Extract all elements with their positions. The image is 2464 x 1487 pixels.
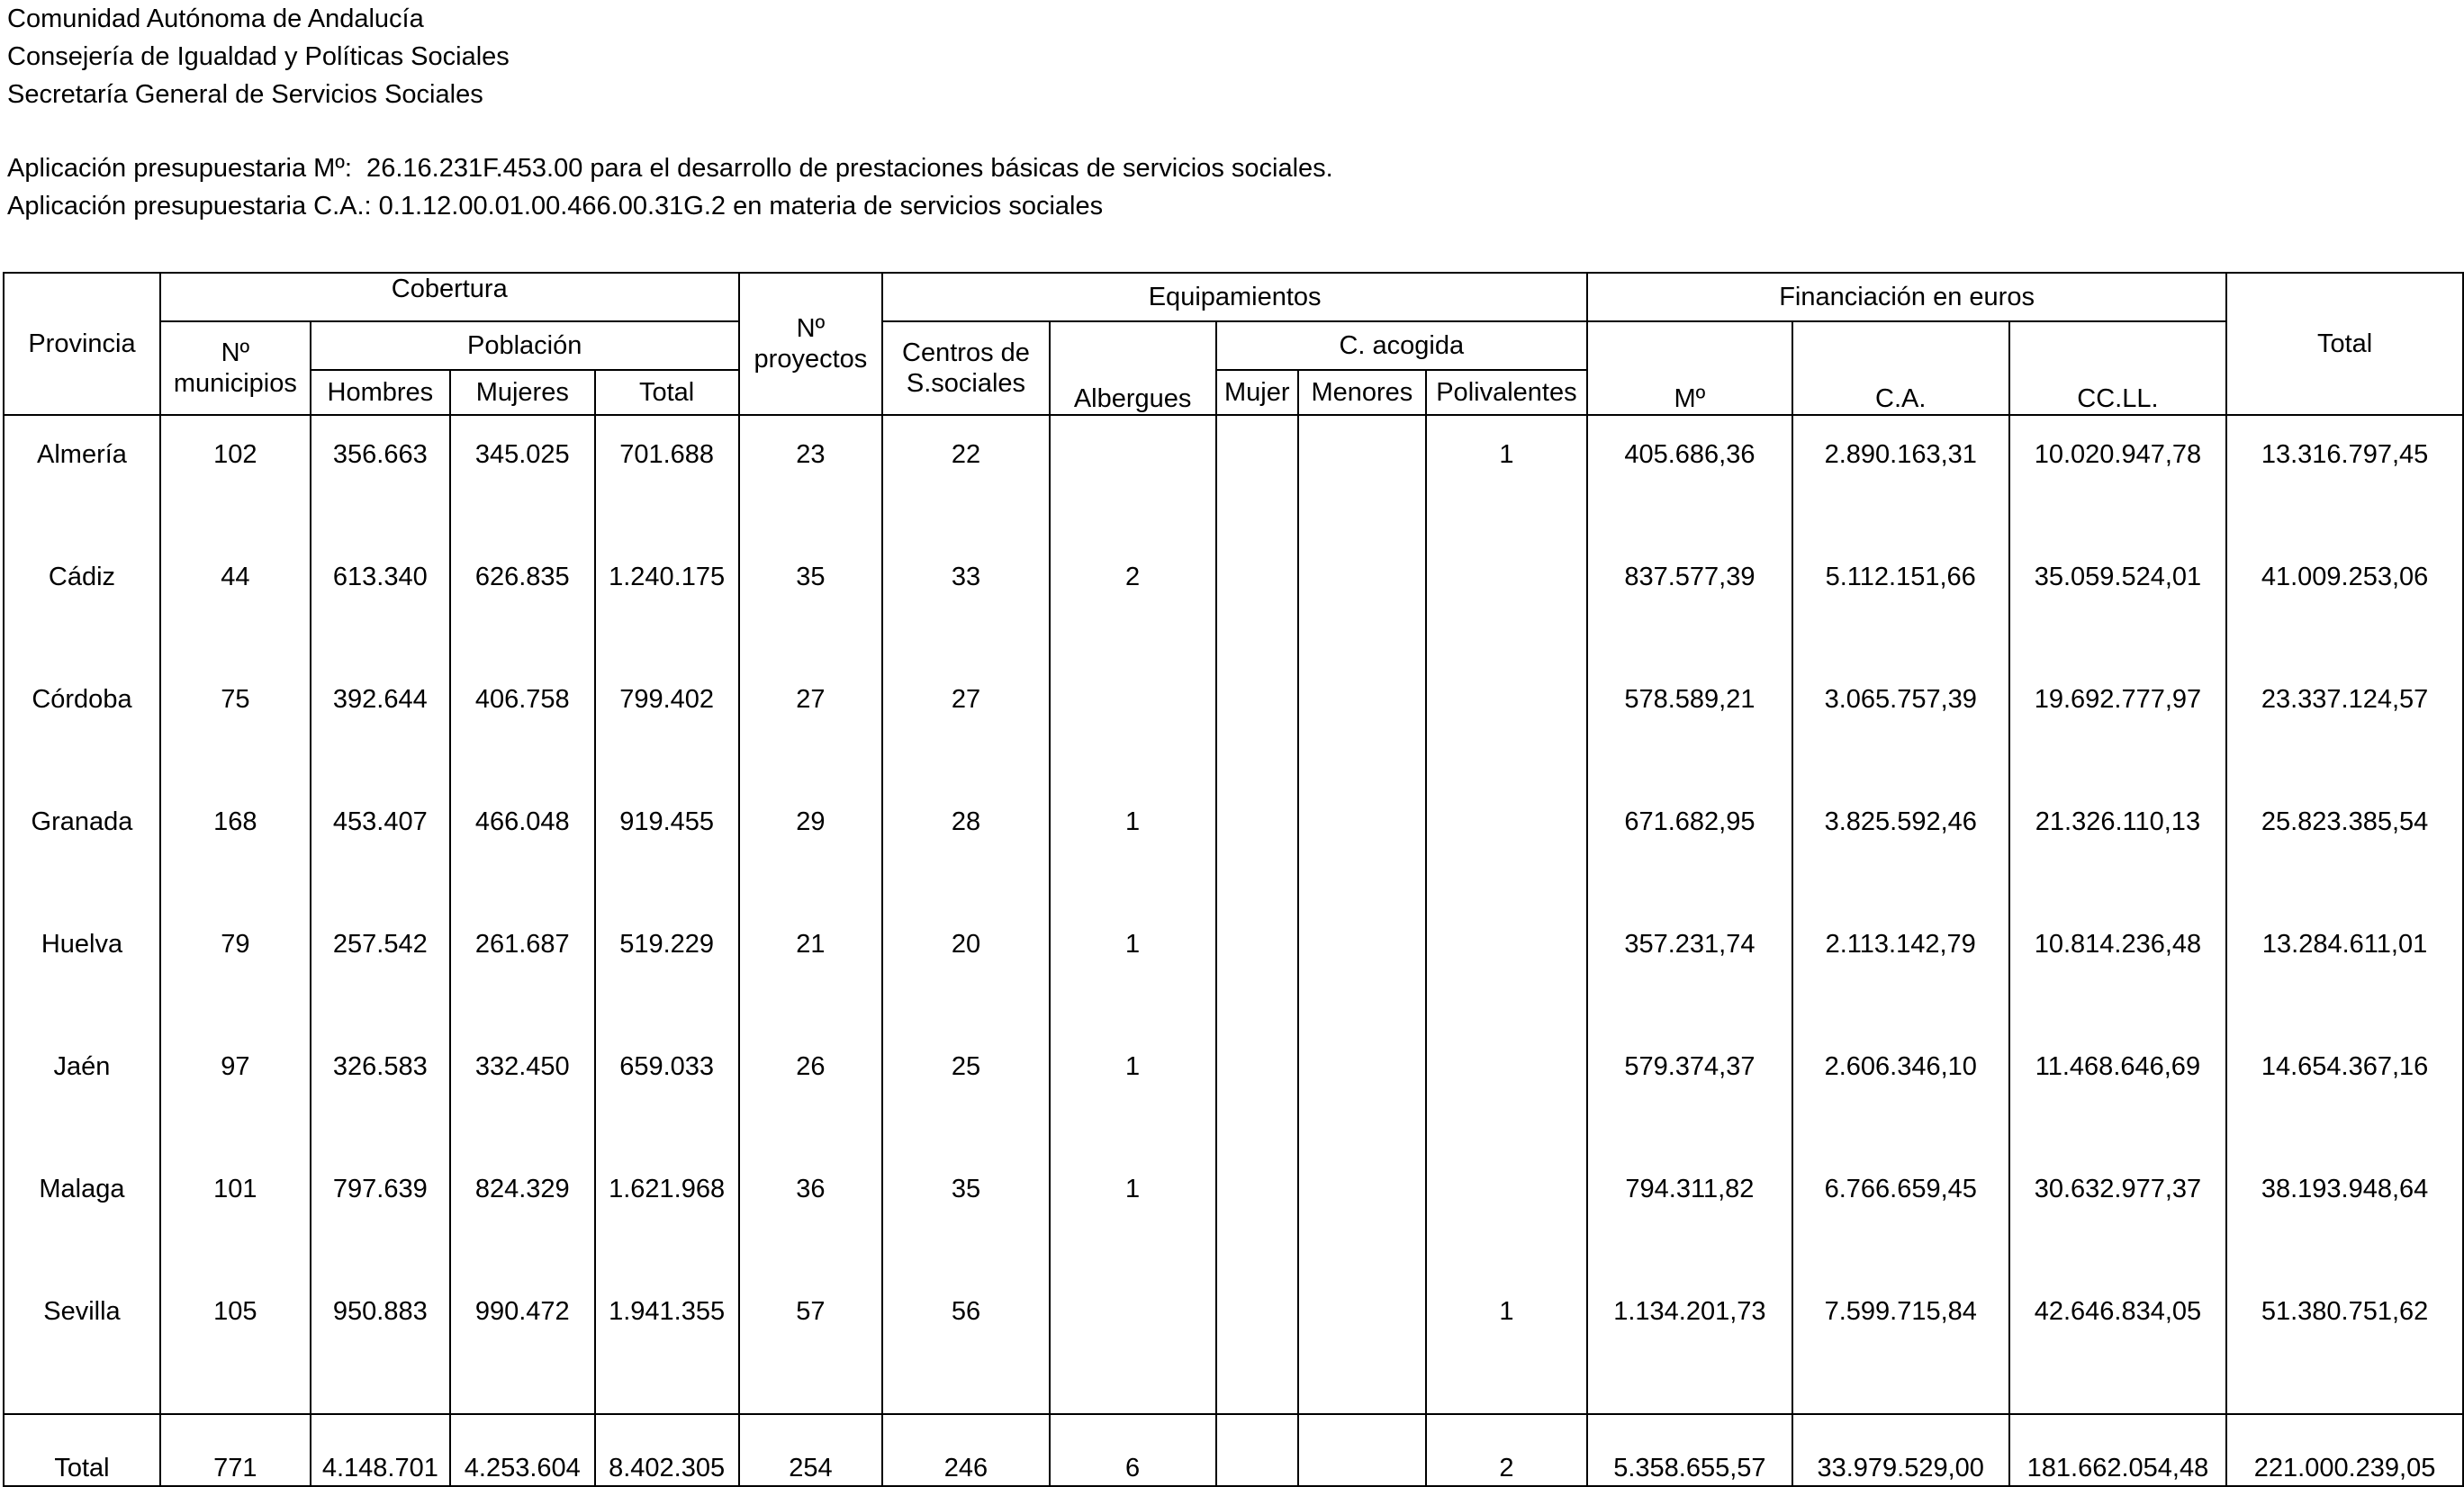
cell-provincia: Huelva xyxy=(4,906,160,1028)
cell-mo: 405.686,36 xyxy=(1587,415,1792,538)
cell-proyectos: 27 xyxy=(739,661,883,783)
cell-centros: 56 xyxy=(882,1273,1049,1395)
cell-centros: 20 xyxy=(882,906,1049,1028)
col-group-poblacion: Población xyxy=(311,321,739,370)
totals-row xyxy=(4,1414,2463,1486)
cell-albergues: 1 xyxy=(1050,1028,1216,1150)
cell-mo: 794.311,82 xyxy=(1587,1150,1792,1273)
cell-mujeres: 332.450 xyxy=(450,1028,595,1150)
cell-municipios: 102 xyxy=(160,415,311,538)
cell-mujeres: 626.835 xyxy=(450,538,595,661)
budget-line-ca: Aplicación presupuestaria C.A.: 0.1.12.00.01.00.466.00.31G.2 en materia de servicios sociales xyxy=(7,192,1104,221)
cell-hombres: 326.583 xyxy=(311,1028,450,1150)
cell-menores xyxy=(1298,415,1426,538)
cell-mujer xyxy=(1216,538,1298,661)
cell-albergues: 2 xyxy=(1050,538,1216,661)
col-ccll: CC.LL. xyxy=(2009,321,2227,415)
cell-total-pob: 1.240.175 xyxy=(595,538,739,661)
cell-ca: 3.065.757,39 xyxy=(1792,661,2009,783)
total-cell-menores xyxy=(1298,1414,1426,1486)
cell-provincia: Córdoba xyxy=(4,661,160,783)
table-body xyxy=(4,415,2463,1486)
cell-proyectos: 29 xyxy=(739,783,883,906)
cell-total: 51.380.751,62 xyxy=(2226,1273,2463,1395)
cell-mujeres: 261.687 xyxy=(450,906,595,1028)
cell-municipios: 105 xyxy=(160,1273,311,1395)
col-group-c-acogida: C. acogida xyxy=(1216,321,1587,370)
cell-ca: 7.599.715,84 xyxy=(1792,1273,2009,1395)
cell-centros: 33 xyxy=(882,538,1049,661)
col-total: Total xyxy=(2226,273,2463,415)
total-cell-polivalentes: 2 xyxy=(1426,1414,1587,1486)
table-row xyxy=(4,538,2463,661)
col-proyectos xyxy=(739,273,883,415)
cell-hombres: 257.542 xyxy=(311,906,450,1028)
cell-provincia: Sevilla xyxy=(4,1273,160,1395)
cell-menores xyxy=(1298,538,1426,661)
cell-mo: 579.374,37 xyxy=(1587,1028,1792,1150)
cell-municipios: 97 xyxy=(160,1028,311,1150)
total-cell-ca: 33.979.529,00 xyxy=(1792,1414,2009,1486)
col-total-poblacion: Total xyxy=(595,370,739,415)
cell-hombres: 453.407 xyxy=(311,783,450,906)
cell-mo: 1.134.201,73 xyxy=(1587,1273,1792,1395)
cell-centros: 22 xyxy=(882,415,1049,538)
financing-table xyxy=(3,272,2464,1487)
header-row-2 xyxy=(4,321,2463,370)
cell-albergues xyxy=(1050,415,1216,538)
cell-centros: 25 xyxy=(882,1028,1049,1150)
cell-proyectos: 57 xyxy=(739,1273,883,1395)
total-cell-proyectos: 254 xyxy=(739,1414,883,1486)
cell-albergues: 1 xyxy=(1050,1150,1216,1273)
total-cell-provincia: Total xyxy=(4,1414,160,1486)
total-cell-ccll: 181.662.054,48 xyxy=(2009,1414,2227,1486)
cell-menores xyxy=(1298,661,1426,783)
cell-hombres: 613.340 xyxy=(311,538,450,661)
table-row xyxy=(4,906,2463,1028)
cell-polivalentes xyxy=(1426,661,1587,783)
cell-total-pob: 1.941.355 xyxy=(595,1273,739,1395)
cell-total: 13.316.797,45 xyxy=(2226,415,2463,538)
cell-polivalentes: 1 xyxy=(1426,1273,1587,1395)
cell-mujer xyxy=(1216,1028,1298,1150)
cell-ccll: 35.059.524,01 xyxy=(2009,538,2227,661)
header-line-community: Comunidad Autónoma de Andalucía xyxy=(7,5,424,33)
cell-ca: 2.890.163,31 xyxy=(1792,415,2009,538)
cell-ca: 2.113.142,79 xyxy=(1792,906,2009,1028)
cell-total-pob: 519.229 xyxy=(595,906,739,1028)
cell-provincia: Malaga xyxy=(4,1150,160,1273)
document-header xyxy=(7,0,1333,225)
col-proyectos-line2: proyectos xyxy=(754,345,868,374)
header-row-1 xyxy=(4,273,2463,321)
cell-ca: 6.766.659,45 xyxy=(1792,1150,2009,1273)
cell-provincia: Granada xyxy=(4,783,160,906)
col-mujeres: Mujeres xyxy=(450,370,595,415)
cell-hombres: 356.663 xyxy=(311,415,450,538)
cell-ccll: 10.020.947,78 xyxy=(2009,415,2227,538)
cell-total: 41.009.253,06 xyxy=(2226,538,2463,661)
cell-mo: 837.577,39 xyxy=(1587,538,1792,661)
cell-municipios: 44 xyxy=(160,538,311,661)
cell-ccll: 11.468.646,69 xyxy=(2009,1028,2227,1150)
cell-total: 25.823.385,54 xyxy=(2226,783,2463,906)
total-cell-hombres: 4.148.701 xyxy=(311,1414,450,1486)
cell-albergues xyxy=(1050,1273,1216,1395)
cell-total-pob: 659.033 xyxy=(595,1028,739,1150)
spacer-row xyxy=(4,1395,2463,1414)
col-municipios-line2: municipios xyxy=(173,369,297,398)
total-cell-municipios: 771 xyxy=(160,1414,311,1486)
total-cell-mujer xyxy=(1216,1414,1298,1486)
col-centros xyxy=(882,321,1049,415)
cell-hombres: 950.883 xyxy=(311,1273,450,1395)
cell-menores xyxy=(1298,783,1426,906)
budget-line-ministry: Aplicación presupuestaria Mº: 26.16.231F.453.00 para el desarrollo de prestaciones básicas de servicios sociales. xyxy=(7,154,1333,183)
total-cell-total-pob: 8.402.305 xyxy=(595,1414,739,1486)
total-cell-mo: 5.358.655,57 xyxy=(1587,1414,1792,1486)
table-row xyxy=(4,661,2463,783)
cell-centros: 28 xyxy=(882,783,1049,906)
cell-mo: 578.589,21 xyxy=(1587,661,1792,783)
cell-ca: 3.825.592,46 xyxy=(1792,783,2009,906)
cell-mujeres: 990.472 xyxy=(450,1273,595,1395)
cell-total: 13.284.611,01 xyxy=(2226,906,2463,1028)
cell-provincia: Cádiz xyxy=(4,538,160,661)
col-mo: Mº xyxy=(1587,321,1792,415)
table-row xyxy=(4,1028,2463,1150)
cell-mujeres: 466.048 xyxy=(450,783,595,906)
col-polivalentes: Polivalentes xyxy=(1426,370,1587,415)
total-cell-albergues: 6 xyxy=(1050,1414,1216,1486)
header-line-consejeria: Consejería de Igualdad y Políticas Sociales xyxy=(7,42,510,71)
total-cell-centros: 246 xyxy=(882,1414,1049,1486)
cell-proyectos: 23 xyxy=(739,415,883,538)
col-mujer: Mujer xyxy=(1216,370,1298,415)
col-albergues: Albergues xyxy=(1050,321,1216,415)
col-group-equipamientos: Equipamientos xyxy=(882,273,1587,321)
col-municipios-line1: Nº xyxy=(221,338,250,367)
cell-total: 14.654.367,16 xyxy=(2226,1028,2463,1150)
cell-polivalentes xyxy=(1426,1028,1587,1150)
cell-municipios: 101 xyxy=(160,1150,311,1273)
cell-ca: 5.112.151,66 xyxy=(1792,538,2009,661)
cell-mujer xyxy=(1216,1150,1298,1273)
cell-municipios: 75 xyxy=(160,661,311,783)
cell-mujeres: 824.329 xyxy=(450,1150,595,1273)
cell-mujer xyxy=(1216,415,1298,538)
cell-mujer xyxy=(1216,783,1298,906)
cell-polivalentes xyxy=(1426,538,1587,661)
cell-albergues: 1 xyxy=(1050,783,1216,906)
cell-ccll: 19.692.777,97 xyxy=(2009,661,2227,783)
cell-total-pob: 919.455 xyxy=(595,783,739,906)
cell-mujeres: 406.758 xyxy=(450,661,595,783)
col-group-financiacion: Financiación en euros xyxy=(1587,273,2226,321)
col-group-cobertura: Cobertura xyxy=(160,273,739,321)
cell-total-pob: 1.621.968 xyxy=(595,1150,739,1273)
col-municipios xyxy=(160,321,311,415)
cell-provincia: Almería xyxy=(4,415,160,538)
cell-total-pob: 701.688 xyxy=(595,415,739,538)
cell-municipios: 79 xyxy=(160,906,311,1028)
cell-ca: 2.606.346,10 xyxy=(1792,1028,2009,1150)
table-row xyxy=(4,783,2463,906)
cell-ccll: 42.646.834,05 xyxy=(2009,1273,2227,1395)
cell-polivalentes: 1 xyxy=(1426,415,1587,538)
cell-polivalentes xyxy=(1426,1150,1587,1273)
cell-menores xyxy=(1298,1273,1426,1395)
col-proyectos-line1: Nº xyxy=(796,314,826,343)
cell-hombres: 392.644 xyxy=(311,661,450,783)
cell-proyectos: 36 xyxy=(739,1150,883,1273)
cell-menores xyxy=(1298,906,1426,1028)
cell-proyectos: 21 xyxy=(739,906,883,1028)
table-row xyxy=(4,1150,2463,1273)
cell-albergues: 1 xyxy=(1050,906,1216,1028)
cell-mujeres: 345.025 xyxy=(450,415,595,538)
cell-mo: 357.231,74 xyxy=(1587,906,1792,1028)
table-row xyxy=(4,1273,2463,1395)
cell-centros: 35 xyxy=(882,1150,1049,1273)
cell-proyectos: 35 xyxy=(739,538,883,661)
cell-ccll: 30.632.977,37 xyxy=(2009,1150,2227,1273)
cell-centros: 27 xyxy=(882,661,1049,783)
cell-hombres: 797.639 xyxy=(311,1150,450,1273)
cell-municipios: 168 xyxy=(160,783,311,906)
col-ca: C.A. xyxy=(1792,321,2009,415)
total-cell-mujeres: 4.253.604 xyxy=(450,1414,595,1486)
cell-menores xyxy=(1298,1150,1426,1273)
cell-provincia: Jaén xyxy=(4,1028,160,1150)
cell-polivalentes xyxy=(1426,783,1587,906)
cell-total-pob: 799.402 xyxy=(595,661,739,783)
col-menores: Menores xyxy=(1298,370,1426,415)
col-provincia: Provincia xyxy=(4,273,160,415)
header-line-secretaria: Secretaría General de Servicios Sociales xyxy=(7,80,483,109)
cell-mujer xyxy=(1216,906,1298,1028)
cell-ccll: 21.326.110,13 xyxy=(2009,783,2227,906)
cell-mujer xyxy=(1216,661,1298,783)
table-row xyxy=(4,415,2463,538)
cell-proyectos: 26 xyxy=(739,1028,883,1150)
cell-menores xyxy=(1298,1028,1426,1150)
cell-albergues xyxy=(1050,661,1216,783)
cell-total: 38.193.948,64 xyxy=(2226,1150,2463,1273)
col-centros-line2: S.sociales xyxy=(906,369,1026,398)
cell-mujer xyxy=(1216,1273,1298,1395)
col-centros-line1: Centros de xyxy=(902,338,1030,367)
cell-total: 23.337.124,57 xyxy=(2226,661,2463,783)
col-hombres: Hombres xyxy=(311,370,450,415)
cell-ccll: 10.814.236,48 xyxy=(2009,906,2227,1028)
total-cell-total: 221.000.239,05 xyxy=(2226,1414,2463,1486)
cell-mo: 671.682,95 xyxy=(1587,783,1792,906)
cell-polivalentes xyxy=(1426,906,1587,1028)
